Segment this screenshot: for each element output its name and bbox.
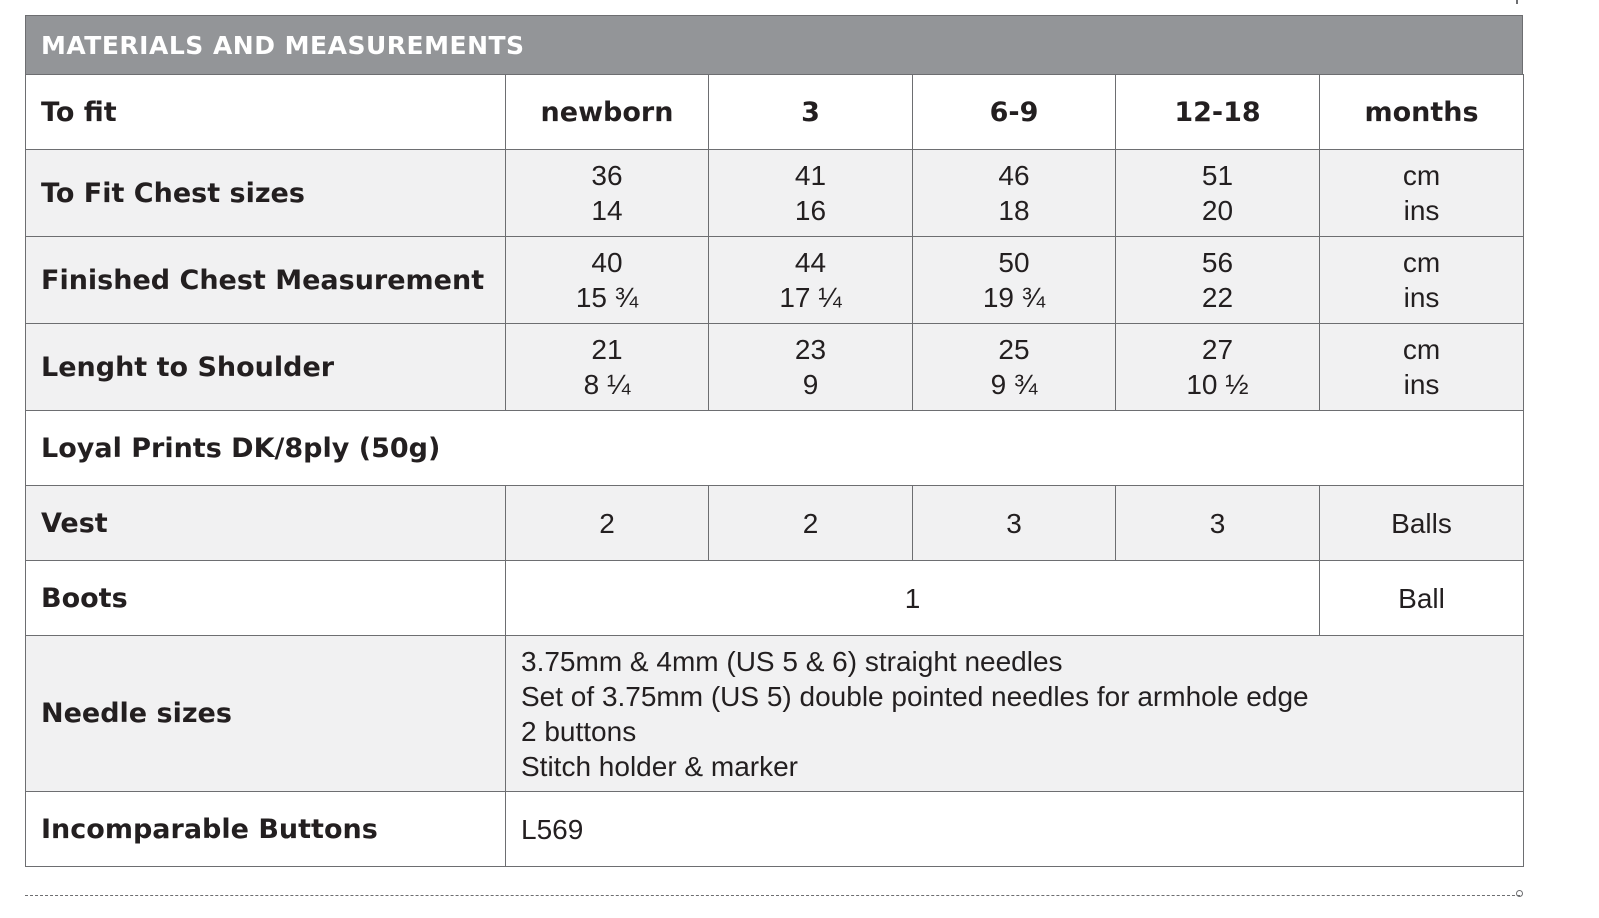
table-cell: 1 [506,561,1320,636]
cm-value: 36 [591,160,623,191]
ins-value: 9 ¾ [990,369,1038,400]
section-header [25,15,1523,74]
unit-cell [1320,150,1524,237]
table-row-buttons [26,792,1524,867]
cm-value: 44 [794,247,827,278]
list-item: Stitch holder & marker [521,750,798,782]
cm-value: 46 [998,160,1030,191]
needles-list [506,636,1524,792]
ins-value: 9 [802,369,819,400]
cm-value: 21 [591,334,623,365]
materials-table [25,74,1524,867]
size-header: 12-18 [1116,75,1320,150]
table-cell [506,150,709,237]
table-row-finished-chest [26,237,1524,324]
size-header: 6-9 [913,75,1116,150]
table-row-to-fit [26,75,1524,150]
cm-value: 50 [998,247,1030,278]
table-cell [1116,324,1320,411]
size-unit-header: months [1320,75,1524,150]
corner-dot-mark [1516,890,1523,897]
cm-value: 27 [1201,334,1234,365]
table-cell: 2 [506,486,709,561]
cm-value: 51 [1201,160,1234,191]
cm-value: 56 [1201,247,1234,278]
list-item: 2 buttons [521,715,637,747]
table-row-needles [26,636,1524,792]
cm-value: 25 [998,334,1030,365]
ins-value: 8 ¼ [583,369,631,400]
table-row-boots [26,561,1524,636]
table-cell [1116,237,1320,324]
ins-value: 20 [1201,195,1234,226]
row-label: To Fit Chest sizes [26,150,506,237]
table-cell [1116,150,1320,237]
table-cell: 3 [1116,486,1320,561]
corner-tick-mark [1516,0,1518,4]
row-label: Needle sizes [26,636,506,792]
unit-ins: ins [1403,369,1440,400]
table-cell [913,150,1116,237]
row-label: Incomparable Buttons [26,792,506,867]
row-label: Boots [26,561,506,636]
cm-value: 41 [794,160,827,191]
unit-cell [1320,237,1524,324]
table-row-length-to-shoulder [26,324,1524,411]
table-cell [506,324,709,411]
dashed-divider [25,895,1520,896]
ins-value: 22 [1201,282,1234,313]
row-label: Lenght to Shoulder [26,324,506,411]
unit-cell: Ball [1320,561,1524,636]
list-item: Set of 3.75mm (US 5) double pointed needles for armhole edge [521,680,1309,712]
row-label: Vest [26,486,506,561]
size-header: newborn [506,75,709,150]
table-row-chest-sizes [26,150,1524,237]
unit-cell [1320,324,1524,411]
table-row-yarn [26,411,1524,486]
table-row-vest [26,486,1524,561]
materials-table-panel [25,15,1523,867]
ins-value: 14 [591,195,623,226]
ins-value: 10 ½ [1186,369,1249,400]
list-item: 3.75mm & 4mm (US 5 & 6) straight needles [521,645,1063,677]
unit-cm: cm [1402,334,1441,365]
ins-value: 18 [998,195,1030,226]
table-cell [913,324,1116,411]
table-cell [506,237,709,324]
table-cell [709,237,913,324]
ins-value: 16 [794,195,827,226]
unit-cm: cm [1402,160,1441,191]
unit-cell: Balls [1320,486,1524,561]
unit-ins: ins [1403,282,1440,313]
section-title: MATERIALS AND MEASUREMENTS [41,30,525,60]
unit-ins: ins [1403,195,1440,226]
table-cell [709,150,913,237]
to-fit-label: To fit [26,75,506,150]
row-label: Finished Chest Measurement [26,237,506,324]
ins-value: 15 ¾ [575,282,639,313]
cm-value: 23 [794,334,827,365]
size-header: 3 [709,75,913,150]
ins-value: 19 ¾ [982,282,1046,313]
ins-value: 17 ¼ [779,282,842,313]
unit-cm: cm [1402,247,1441,278]
table-cell [913,237,1116,324]
yarn-label: Loyal Prints DK/8ply (50g) [26,411,1524,486]
table-cell: 2 [709,486,913,561]
table-cell: 3 [913,486,1116,561]
table-cell [709,324,913,411]
cm-value: 40 [591,247,623,278]
buttons-code: L569 [506,792,1524,867]
